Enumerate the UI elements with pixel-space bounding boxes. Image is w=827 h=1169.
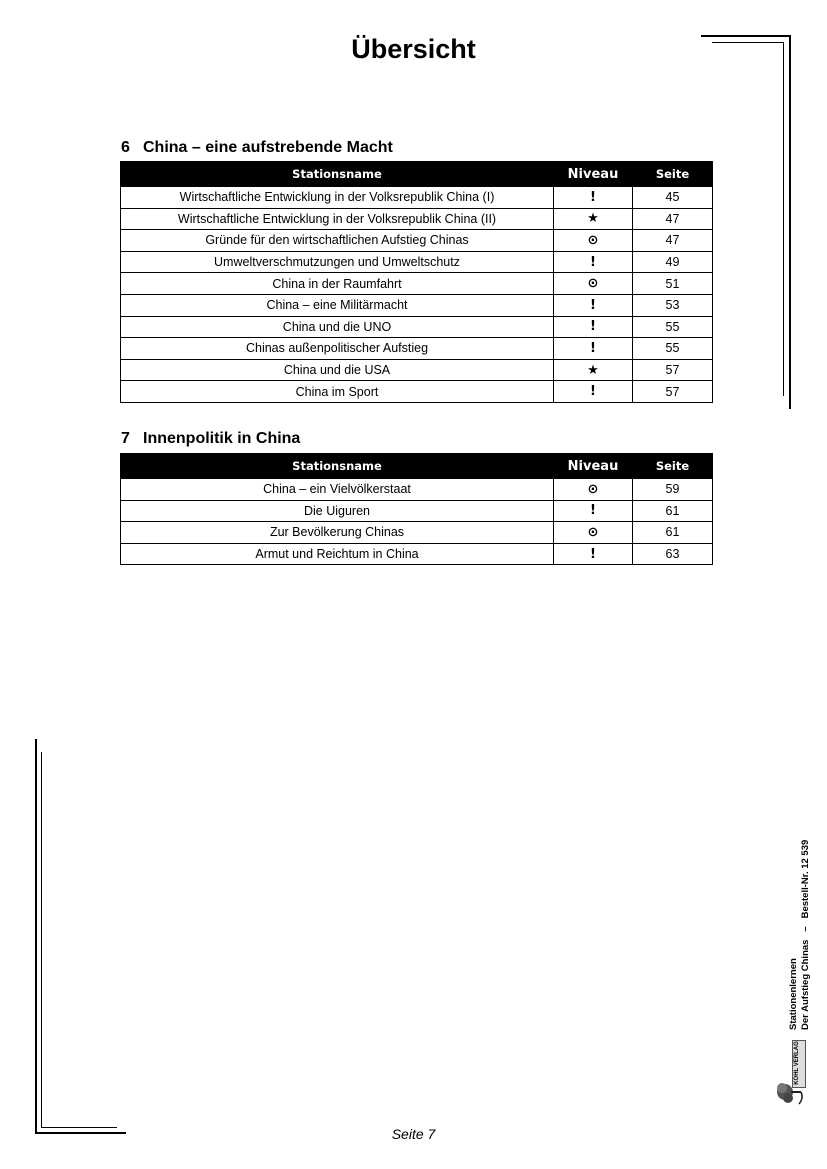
niveau-cell: ! — [554, 251, 633, 273]
table-header-row — [121, 162, 713, 187]
page-number-cell: 53 — [633, 294, 713, 316]
sidebar-separator: – — [800, 926, 811, 932]
niveau-cell: ⊙ — [554, 522, 633, 544]
page-number: Seite 7 — [391, 1126, 436, 1142]
niveau-cell: ! — [554, 294, 633, 316]
publisher-sidebar — [788, 840, 812, 1030]
niveau-cell: ! — [554, 187, 633, 209]
frame-left-inner — [41, 752, 42, 1128]
page-number-cell: 59 — [633, 479, 713, 501]
table-row — [121, 543, 713, 565]
station-name-cell: China – ein Vielvölkerstaat — [121, 479, 554, 501]
niveau-cell: ★ — [554, 359, 633, 381]
niveau-cell: ! — [554, 381, 633, 403]
page-number-cell: 45 — [633, 187, 713, 209]
station-name-cell: China in der Raumfahrt — [121, 273, 554, 295]
station-name-cell: China und die USA — [121, 359, 554, 381]
frame-left-outer — [35, 739, 37, 1134]
sidebar-line2: Der Aufstieg Chinas — [800, 939, 811, 1030]
section-title: Innenpolitik in China — [143, 430, 301, 447]
frame-right-inner — [783, 42, 784, 396]
niveau-cell: ! — [554, 500, 633, 522]
niveau-cell: ! — [554, 316, 633, 338]
table-row — [121, 522, 713, 544]
page-number-cell: 63 — [633, 543, 713, 565]
table-header-row — [121, 454, 713, 479]
page-number-cell: 61 — [633, 522, 713, 544]
table-row — [121, 338, 713, 360]
table-row — [121, 500, 713, 522]
station-name-cell: China und die UNO — [121, 316, 554, 338]
page-number-cell: 47 — [633, 208, 713, 230]
station-name-cell: Zur Bevölkerung Chinas — [121, 522, 554, 544]
header-stationsname: Stationsname — [121, 162, 554, 187]
header-seite: Seite — [633, 454, 713, 479]
sidebar-order-number: Bestell-Nr. 12 539 — [800, 839, 811, 919]
page-number-cell: 57 — [633, 359, 713, 381]
header-seite: Seite — [633, 162, 713, 187]
page-title: Übersicht — [351, 34, 476, 64]
frame-right-outer — [789, 35, 791, 409]
station-name-cell: China – eine Militärmacht — [121, 294, 554, 316]
table-row — [121, 208, 713, 230]
frame-top-right-outer — [701, 35, 791, 37]
page-number-cell: 49 — [633, 251, 713, 273]
section-number: 7 — [121, 430, 130, 447]
section-number: 6 — [121, 139, 130, 156]
page-number-cell: 57 — [633, 381, 713, 403]
page-number-cell: 51 — [633, 273, 713, 295]
section-heading-6 — [121, 139, 393, 157]
station-name-cell: Gründe für den wirtschaftlichen Aufstieg Chinas — [121, 230, 554, 252]
station-name-cell: Wirtschaftliche Entwicklung in der Volksrepublik China (I) — [121, 187, 554, 209]
niveau-cell: ! — [554, 543, 633, 565]
table-row — [121, 316, 713, 338]
table-row — [121, 230, 713, 252]
table-row — [121, 187, 713, 209]
frame-top-right-inner — [712, 42, 784, 43]
niveau-cell: ★ — [554, 208, 633, 230]
table-row — [121, 381, 713, 403]
station-name-cell: Die Uiguren — [121, 500, 554, 522]
station-name-cell: Chinas außenpolitischer Aufstieg — [121, 338, 554, 360]
section-title: China – eine aufstrebende Macht — [143, 139, 393, 156]
header-stationsname: Stationsname — [121, 454, 554, 479]
page-number-cell: 55 — [633, 338, 713, 360]
stations-table-7 — [120, 453, 713, 565]
niveau-cell: ⊙ — [554, 273, 633, 295]
logo-text: KOHL VERLAG — [794, 1041, 800, 1085]
page-number-cell: 47 — [633, 230, 713, 252]
table-row — [121, 294, 713, 316]
tree-logo-icon — [775, 1078, 805, 1106]
table-row — [121, 479, 713, 501]
station-name-cell: Armut und Reichtum in China — [121, 543, 554, 565]
table-row — [121, 273, 713, 295]
header-niveau: Niveau — [554, 162, 633, 187]
niveau-cell: ⊙ — [554, 479, 633, 501]
table-row — [121, 359, 713, 381]
station-name-cell: Wirtschaftliche Entwicklung in der Volksrepublik China (II) — [121, 208, 554, 230]
stations-table-6 — [120, 161, 713, 403]
section-heading-7 — [121, 430, 300, 448]
sidebar-line1: Stationenlernen — [788, 958, 799, 1030]
page-number-cell: 61 — [633, 500, 713, 522]
niveau-cell: ⊙ — [554, 230, 633, 252]
table-row — [121, 251, 713, 273]
station-name-cell: China im Sport — [121, 381, 554, 403]
station-name-cell: Umweltverschmutzungen und Umweltschutz — [121, 251, 554, 273]
niveau-cell: ! — [554, 338, 633, 360]
page-number-cell: 55 — [633, 316, 713, 338]
header-niveau: Niveau — [554, 454, 633, 479]
